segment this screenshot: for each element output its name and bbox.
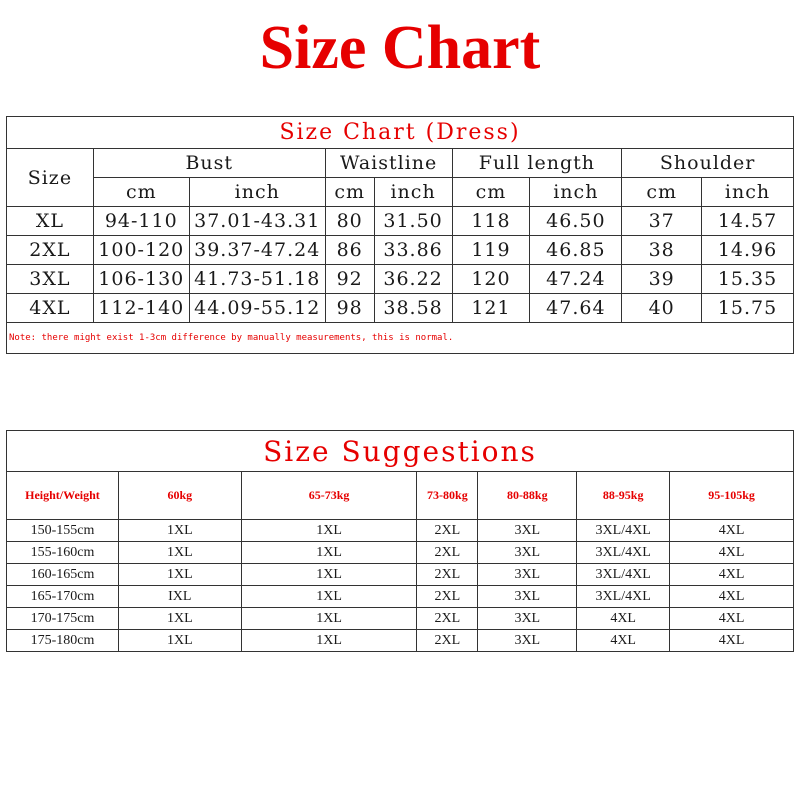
header-weight: 60kg (118, 472, 241, 520)
table-row (7, 586, 794, 608)
table-cell: IXL (118, 586, 241, 608)
table-cell: 98 (325, 294, 374, 323)
table-cell: 1XL (118, 608, 241, 630)
table-cell: 3XL (478, 564, 577, 586)
table-row (7, 542, 794, 564)
header-waistline: Waistline (325, 149, 452, 178)
table-cell: 47.64 (530, 294, 622, 323)
table-cell: 38 (622, 236, 702, 265)
measurement-note: Note: there might exist 1-3cm difference by manually measurements, this is normal. (7, 323, 794, 354)
table-cell: 106-130 (93, 265, 189, 294)
header-weight: 88-95kg (577, 472, 670, 520)
unit-label: cm (93, 178, 189, 207)
table-cell: 1XL (118, 630, 241, 652)
page-title: Size Chart (259, 14, 541, 82)
size-chart-title: Size Chart (Dress) (7, 117, 794, 149)
table-cell: 1XL (118, 564, 241, 586)
table-cell: 92 (325, 265, 374, 294)
table-cell: 3XL (478, 630, 577, 652)
header-bust: Bust (93, 149, 325, 178)
header-weight: 73-80kg (417, 472, 478, 520)
table-row (7, 236, 794, 265)
table-cell: 4XL (670, 542, 794, 564)
table-cell: 47.24 (530, 265, 622, 294)
table-cell: 86 (325, 236, 374, 265)
table-cell: 40 (622, 294, 702, 323)
header-size: Size (7, 149, 94, 207)
table-cell: 2XL (417, 542, 478, 564)
size-chart-table (6, 116, 794, 354)
table-cell: 46.85 (530, 236, 622, 265)
size-suggestions-title: Size Suggestions (7, 431, 794, 472)
table-cell: 119 (452, 236, 530, 265)
table-cell: 100-120 (93, 236, 189, 265)
table-cell: 1XL (241, 630, 417, 652)
table-cell: 4XL (577, 630, 670, 652)
table-cell: 1XL (241, 564, 417, 586)
table-cell: 155-160cm (7, 542, 119, 564)
header-shoulder: Shoulder (622, 149, 794, 178)
table-cell: 165-170cm (7, 586, 119, 608)
table-cell: 94-110 (93, 207, 189, 236)
table-cell: 4XL (670, 564, 794, 586)
table-cell: 2XL (417, 520, 478, 542)
unit-label: inch (189, 178, 325, 207)
table-cell: 175-180cm (7, 630, 119, 652)
table-cell: 3XL (478, 608, 577, 630)
table-cell: 3XL (478, 586, 577, 608)
table-cell: 80 (325, 207, 374, 236)
table-cell: 14.57 (702, 207, 794, 236)
table-row (7, 294, 794, 323)
table-cell: 2XL (417, 630, 478, 652)
unit-label: cm (452, 178, 530, 207)
table-cell: 31.50 (374, 207, 452, 236)
table-cell: 1XL (118, 542, 241, 564)
unit-label: inch (374, 178, 452, 207)
table-cell: 15.75 (702, 294, 794, 323)
table-cell: 3XL (7, 265, 94, 294)
table-cell: 1XL (241, 586, 417, 608)
table-cell: 33.86 (374, 236, 452, 265)
table-cell: 3XL/4XL (577, 586, 670, 608)
header-weight: 65-73kg (241, 472, 417, 520)
table-cell: 36.22 (374, 265, 452, 294)
unit-label: cm (325, 178, 374, 207)
table-cell: 4XL (670, 630, 794, 652)
table-cell: 3XL (478, 520, 577, 542)
table-cell: 150-155cm (7, 520, 119, 542)
table-cell: 39 (622, 265, 702, 294)
table-cell: 2XL (7, 236, 94, 265)
table-cell: 41.73-51.18 (189, 265, 325, 294)
unit-label: inch (530, 178, 622, 207)
table-row (7, 630, 794, 652)
table-cell: 1XL (241, 608, 417, 630)
table-cell: 118 (452, 207, 530, 236)
table-cell: 1XL (241, 520, 417, 542)
table-row (7, 207, 794, 236)
table-cell: 1XL (241, 542, 417, 564)
unit-label: inch (702, 178, 794, 207)
table-row (7, 564, 794, 586)
table-cell: 2XL (417, 564, 478, 586)
table-cell: 46.50 (530, 207, 622, 236)
table-cell: 37 (622, 207, 702, 236)
table-cell: 2XL (417, 608, 478, 630)
size-suggestions-table (6, 430, 794, 652)
table-cell: 160-165cm (7, 564, 119, 586)
unit-label: cm (622, 178, 702, 207)
table-cell: 44.09-55.12 (189, 294, 325, 323)
table-row (7, 265, 794, 294)
header-weight: 95-105kg (670, 472, 794, 520)
table-cell: 2XL (417, 586, 478, 608)
table-cell: 38.58 (374, 294, 452, 323)
table-cell: 15.35 (702, 265, 794, 294)
table-cell: 3XL (478, 542, 577, 564)
table-cell: 4XL (670, 586, 794, 608)
header-weight: 80-88kg (478, 472, 577, 520)
table-cell: 170-175cm (7, 608, 119, 630)
header-full-length: Full length (452, 149, 622, 178)
table-cell: 4XL (670, 520, 794, 542)
table-cell: 3XL/4XL (577, 520, 670, 542)
header-height-weight: Height/Weight (7, 472, 119, 520)
table-cell: 112-140 (93, 294, 189, 323)
table-row (7, 520, 794, 542)
table-cell: 3XL/4XL (577, 564, 670, 586)
table-cell: 39.37-47.24 (189, 236, 325, 265)
table-cell: 37.01-43.31 (189, 207, 325, 236)
table-cell: 1XL (118, 520, 241, 542)
table-cell: 3XL/4XL (577, 542, 670, 564)
table-cell: 14.96 (702, 236, 794, 265)
table-cell: 121 (452, 294, 530, 323)
table-row (7, 608, 794, 630)
table-cell: 4XL (7, 294, 94, 323)
table-cell: 4XL (670, 608, 794, 630)
table-cell: 120 (452, 265, 530, 294)
table-cell: XL (7, 207, 94, 236)
table-cell: 4XL (577, 608, 670, 630)
